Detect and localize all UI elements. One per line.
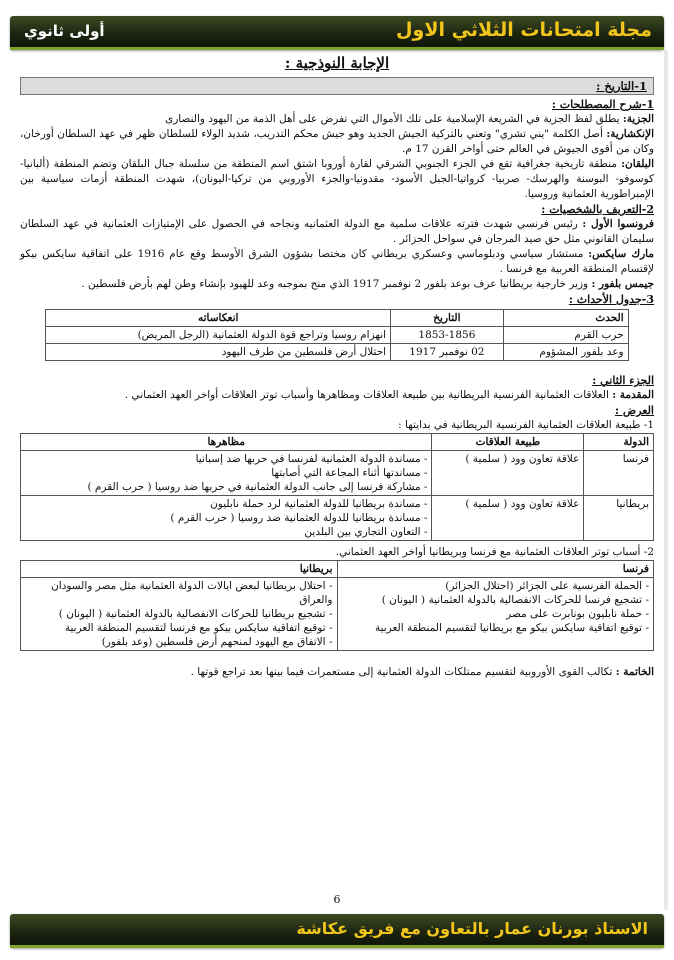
causes-table xyxy=(20,560,654,651)
list-item: - تشجيع بريطانيا للحركات الانفصالية بالدولة العثمانية ( اليونان ) xyxy=(25,607,333,621)
list-item: - توقيع اتفاقية سايكس بيكو مع بريطانيا لتقسيم المنطقة العربية xyxy=(342,621,650,635)
person-sykes xyxy=(20,247,654,277)
relation-aspects xyxy=(21,496,432,541)
person-balfour-text: وزير خارجية بريطانيا عرف بوعد بلفور 2 نوفمبر 1917 الذي منح بموجبه وعد للهيود بإنشاء وطن لهم بأرض فلسطين . xyxy=(81,278,589,290)
page-title: الإجابة النوذجية : xyxy=(284,54,390,72)
causes-header-row xyxy=(21,561,654,578)
list-item: - الاتفاق مع اليهود لمنحهم أرض فلسطين (وعد بلفور) xyxy=(25,635,333,649)
term-balkan-text: منطقة تاريخية جغرافية تقع في الجزء الجنوبي الشرقي لقارة أوروبا اشتق اسم المنطقة من سلسلة جبال البلقان وتضم المنطقة (ألبانيا- كوسوفو- البوسنة والهرسك- صربيا- كرواتيا-الجبل الأسود- مقدونيا-والجزء الأوروبي من تركيا-اليونان)، شهدت المنطقة أزمات سياسية بين الإمبراطورية العثمانية وروسيا. xyxy=(20,158,654,200)
list-item: - الحملة الفرنسية على الجزائر (احتلال الجزائر) xyxy=(342,579,650,593)
person-francis-text: رئيس فرنسي شهدت فترته علاقات سلمية مع الدولة العثمانيه ونجاحه في الحصول على الإمتيازات العثمانية في عهد السلطان سليمان القانوني مثل حق صيد المرجان في سواحل الجزائر . xyxy=(20,218,654,245)
events-col-effects: انعكاساته xyxy=(46,310,391,327)
item1-title: 1- طبيعة العلاقات العثمانية الفرنسية البريطانية في بدايتها : xyxy=(398,419,654,431)
event-effect: احتلال أرض فلسطين من طرف اليهود xyxy=(46,344,391,361)
relation-nature: علاقة تعاون وود ( سلمية ) xyxy=(432,496,584,541)
intro-label: المقدمة : xyxy=(612,389,654,401)
person-balfour-name: جيمس بلفور : xyxy=(591,278,654,290)
term-jizya-label: الجزية: xyxy=(622,113,654,125)
footer-stripe xyxy=(10,945,664,948)
terms-heading: 1-شرح المصطلحات : xyxy=(551,98,654,111)
list-item: - مشاركة فرنسا إلى جانب الدولة العثمانية في حربها ضد روسيا ( حرب القرم ) xyxy=(25,480,427,494)
relations-header-row xyxy=(21,434,654,451)
relations-col-nature: طبيعة العلاقات xyxy=(432,434,584,451)
level-label: أولى ثانوي xyxy=(24,22,105,40)
part2-heading: الجزء الثاني : xyxy=(592,374,654,387)
conclusion-label: الخاتمة : xyxy=(615,666,654,678)
relations-col-state: الدولة xyxy=(584,434,654,451)
event-date: 1853-1856 xyxy=(391,327,504,344)
list-item: - توقيع اتفاقية سايكس بيكو مع فرنسا لتقسيم المنطقة العربية xyxy=(25,621,333,635)
relations-table xyxy=(20,433,654,541)
term-jizya xyxy=(20,112,654,127)
relation-aspects xyxy=(21,451,432,496)
event-name: حرب القرم xyxy=(503,327,628,344)
footer-credit: الاستاذ بورنان عمار بالتعاون مع فريق عكاشة xyxy=(296,919,648,938)
body-label: العرض : xyxy=(615,404,654,417)
events-header-row xyxy=(46,310,628,327)
term-jizya-text: يطلق لفظ الجزية في الشريعة الإسلامية على تلك الأموال التي تفرض على أهل الذمة من اليهود والنصارى xyxy=(165,113,620,125)
event-effect: انهزام روسيا وتراجع قوة الدولة العثمانية (الرجل المريض) xyxy=(46,327,391,344)
list-item: - مساندة بريطانيا للدولة العثمانية ضد روسيا ( حرب القرم ) xyxy=(25,511,427,525)
causes-col-france: فرنسا xyxy=(337,561,654,578)
header-stripe xyxy=(10,47,664,50)
event-name: وعد بلفور المشؤوم xyxy=(503,344,628,361)
list-item: - تشجيع فرنسا للحركات الانفصالية بالدولة العثمانية ( اليونان ) xyxy=(342,593,650,607)
person-balfour xyxy=(20,277,654,292)
list-item: - حملة نابليون بونابرت على مصر xyxy=(342,607,650,621)
relation-state: فرنسا xyxy=(584,451,654,496)
events-table xyxy=(45,309,628,361)
table-row xyxy=(46,344,628,361)
intro-text: العلاقات العثمانية الفرنسية البريطانية بين طبيعة العلاقات ومظاهرها وأسباب توتر العلاقات أواخر العهد العثماني . xyxy=(124,389,609,401)
causes-col-britain: بريطانيا xyxy=(21,561,338,578)
table-row xyxy=(21,578,654,651)
term-balkan-label: البلقان: xyxy=(621,158,655,170)
relation-nature: علاقة تعاون وود ( سلمية ) xyxy=(432,451,584,496)
term-balkan xyxy=(20,157,654,202)
list-item: - مساندة الدولة العثمانية لفرنسا في حربها ضد إسبانيا xyxy=(25,452,427,466)
intro xyxy=(20,388,654,403)
term-inkishariya-label: الإنكشارية: xyxy=(606,128,655,140)
conclusion-text: تكالب القوى الأوروبية لتقسيم ممتلكات الدولة العثمانية إلى مستعمرات فيما بينها بعد تراجع قوتها . xyxy=(190,666,613,678)
list-item: - احتلال بريطانيا لبعض ايالات الدولة العثمانية مثل مصر والسودان والعراق xyxy=(25,579,333,607)
relation-state: بريطانيا xyxy=(584,496,654,541)
magazine-title: مجلة امتحانات الثلاثي الاول xyxy=(396,19,652,41)
footer-banner xyxy=(10,914,664,948)
list-item: - مساندتها أثناء المجاعة التي أصابتها xyxy=(25,466,427,480)
person-francis xyxy=(20,217,654,247)
table-row xyxy=(21,496,654,541)
section-history-bar: 1-التاريخ : xyxy=(20,77,654,95)
list-item: - مساندة بريطانيا للدولة العثمانية لرد حملة نابليون xyxy=(25,497,427,511)
header-banner xyxy=(10,16,664,50)
term-inkishariya-text: أصل الكلمة "يني تشري" وتعني بالتركية الجيش الجديد وهو جيش محكم التدريب، شديد الولاء للسلطان ظهر في عهد السلطان أورخان، وكان من أقوى الجيوش في العالم حتى أواخر القرن 17 م. xyxy=(20,128,654,155)
causes-france xyxy=(337,578,654,651)
list-item: - التعاون التجاري بين البلدين xyxy=(25,525,427,539)
table-row xyxy=(46,327,628,344)
causes-britain xyxy=(21,578,338,651)
table-row xyxy=(21,451,654,496)
conclusion xyxy=(20,665,654,680)
events-col-date: التاريخ xyxy=(391,310,504,327)
page-number: 6 xyxy=(333,893,341,906)
person-francis-name: فرونسوا الأول : xyxy=(582,218,654,230)
person-sykes-text: مستشار سياسي ودبلوماسي وعسكري بريطاني كان مختصا بشؤون الشرق الأوسط وقع عام 1916 على اتفاقية سايكس بيكو لإقتسام المنطقة العربية مع فرنسا . xyxy=(20,248,654,275)
document-body xyxy=(20,54,654,680)
events-col-event: الحدث xyxy=(503,310,628,327)
event-date: 02 نوفمبر 1917 xyxy=(391,344,504,361)
relations-col-aspects: مظاهرها xyxy=(21,434,432,451)
events-heading: 3-جدول الأحداث : xyxy=(568,293,654,306)
item2-title: 2- أسباب توتر العلاقات العثمانية مع فرنسا وبريطانيا أواخر العهد العثماني. xyxy=(335,546,654,558)
person-sykes-name: مارك سايكس: xyxy=(588,248,655,260)
term-inkishariya xyxy=(20,127,654,157)
persons-heading: 2-التعريف بالشخصيات : xyxy=(541,203,654,216)
page-edge-shadow xyxy=(664,50,668,910)
